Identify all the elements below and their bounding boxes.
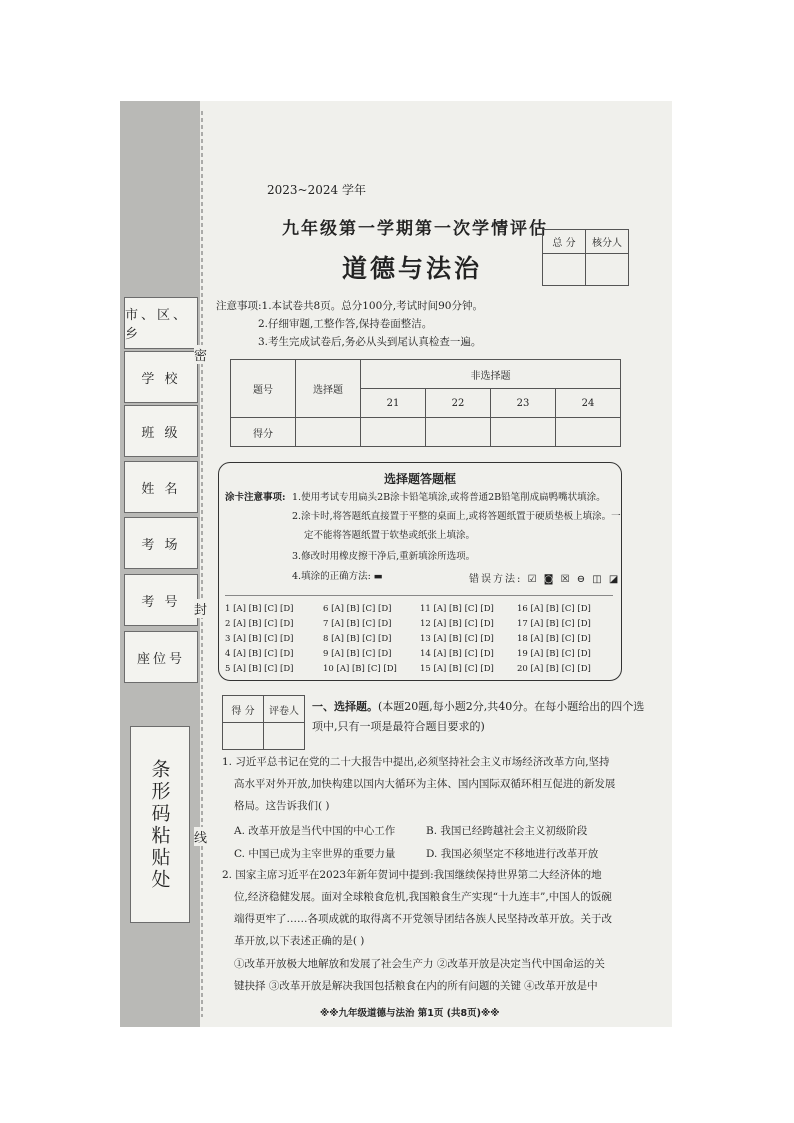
bubble-column-2 [323, 602, 420, 677]
q1-stem-line-1: 1. 习近平总书记在党的二十大报告中提出,必须坚持社会主义市场经济改革方向,坚持 [222, 756, 610, 768]
q2-stem-line-1: 2. 国家主席习近平在2023年新年贺词中提到:我国继续保持世界第二大经济体的地 [222, 869, 602, 881]
fill-note-4 [292, 570, 383, 584]
seal-line [200, 101, 210, 1027]
fill-note-1: 1.使用考试专用扁头2B涂卡铅笔填涂,或将普通2B铅笔削成扁鸭嘴状填涂。 [292, 492, 606, 503]
exam-photo [120, 101, 672, 1027]
field-class [124, 405, 198, 457]
grade-score-cell [556, 418, 621, 447]
bubble-row[interactable]: 14 [A] [B] [C] [D] [420, 649, 494, 659]
binding-strip [120, 101, 200, 1027]
q1-stem-line-3: 格局。这告诉我们( ) [234, 800, 330, 812]
seal-char-mi: 密 [194, 345, 207, 364]
bubble-row[interactable]: 17 [A] [B] [C] [D] [517, 619, 591, 629]
page-title: 道德与法治 [342, 254, 483, 283]
fill-note-2: 2.涂卡时,将答题纸直接置于平整的桌面上,或将答题纸置于硬质垫板上填涂。一 [292, 511, 621, 522]
grade-row-label: 题号 [231, 360, 296, 418]
bubble-column-4 [517, 602, 614, 677]
seal-char-xian: 线 [194, 827, 207, 846]
note-line-1: 注意事项:1.本试卷共8页。总分100分,考试时间90分钟。 [216, 300, 483, 312]
q2-options-line-2: 键抉择 ③改革开放是解决我国包括粮食在内的所有问题的关键 ④改革开放是中 [234, 980, 598, 992]
bubble-row[interactable]: 19 [A] [B] [C] [D] [517, 649, 591, 659]
section-one-title: 一、选择题。 [312, 700, 378, 713]
field-name [124, 461, 198, 513]
barcode-label: 条形码粘贴处 [148, 758, 171, 891]
exam-paper [194, 101, 672, 1027]
grade-score-cell [491, 418, 556, 447]
field-exam-number-label: 考 号 [141, 594, 181, 610]
field-district-label: 市、区、乡 [125, 308, 190, 342]
scorer-cell [586, 254, 629, 286]
wrong-marks [469, 570, 620, 585]
answer-box-title: 选择题答题框 [383, 472, 456, 486]
q2-stem-line-4: 革开放,以下表述正确的是( ) [234, 935, 365, 947]
bubble-row[interactable]: 5 [A] [B] [C] [D] [225, 664, 294, 674]
mark-reviewer-cell [264, 723, 305, 750]
q1-stem-line-2: 高水平对外开放,加快构建以国内大循环为主体、国内国际双循环相互促进的新发展 [234, 778, 616, 790]
grade-score-cell [426, 418, 491, 447]
bubble-row[interactable]: 6 [A] [B] [C] [D] [323, 604, 392, 614]
grade-number: 21 [361, 389, 426, 418]
bubble-row[interactable]: 10 [A] [B] [C] [D] [323, 664, 397, 674]
bubble-row[interactable]: 9 [A] [B] [C] [D] [323, 649, 392, 659]
bubble-row[interactable]: 13 [A] [B] [C] [D] [420, 634, 494, 644]
field-exam-number [124, 574, 198, 626]
field-seat-number [124, 631, 198, 683]
field-seat-number-label: 座位号 [136, 651, 185, 667]
bubble-row[interactable]: 1 [A] [B] [C] [D] [225, 604, 294, 614]
page-footer: ※※九年级道德与法治 第1页 (共8页)※※ [320, 1008, 500, 1019]
q2-stem-line-3: 端得更牢了……各项成就的取得离不开党领导团结各族人民坚持改革开放。关于改 [234, 913, 612, 925]
q2-stem-line-2: 位,经济稳健发展。面对全球粮食危机,我国粮食生产实现“十九连丰”,中国人的饭碗 [234, 891, 612, 903]
bubble-row[interactable]: 2 [A] [B] [C] [D] [225, 619, 294, 629]
q1-option-c: C. 中国已成为主宰世界的重要力量 [234, 848, 396, 860]
scorer-label: 核分人 [586, 230, 629, 254]
bubble-row[interactable]: 11 [A] [B] [C] [D] [420, 604, 494, 614]
section-mark-box [222, 695, 305, 750]
bubble-row[interactable]: 12 [A] [B] [C] [D] [420, 619, 494, 629]
field-school-label: 学 校 [141, 371, 181, 387]
mark-reviewer-label: 评卷人 [264, 696, 305, 723]
bubble-grid [225, 595, 613, 674]
fill-note-3: 3.修改时用橡皮擦干净后,重新填涂所选项。 [292, 551, 476, 562]
exam-notes [216, 297, 483, 351]
field-school [124, 351, 198, 403]
grade-non-mc-label: 非选择题 [361, 360, 621, 389]
total-score-label: 总 分 [543, 230, 586, 254]
q1-option-d: D. 我国必须坚定不移地进行改革开放 [426, 848, 599, 860]
grade-number: 22 [426, 389, 491, 418]
q1-option-a: A. 改革开放是当代中国的中心工作 [234, 825, 396, 837]
grade-score-cell [296, 418, 361, 447]
field-name-label: 姓 名 [141, 481, 181, 497]
note-line-2: 2.仔细审题,工整作答,保持卷面整洁。 [258, 318, 433, 330]
exam-subtitle: 九年级第一学期第一次学情评估 [282, 219, 548, 239]
bubble-row[interactable]: 15 [A] [B] [C] [D] [420, 664, 494, 674]
field-district [124, 297, 198, 349]
field-class-label: 班 级 [141, 425, 181, 441]
total-score-box [542, 229, 629, 286]
fill-note-2b: 定不能将答题纸置于软垫或纸张上填涂。 [304, 530, 476, 541]
bubble-row[interactable]: 16 [A] [B] [C] [D] [517, 604, 591, 614]
grade-number: 23 [491, 389, 556, 418]
bubble-column-3 [420, 602, 517, 677]
fill-notes-label: 涂卡注意事项: [225, 492, 286, 503]
total-score-cell [543, 254, 586, 286]
grade-score-label: 得分 [231, 418, 296, 447]
field-exam-room-label: 考 场 [141, 537, 181, 553]
q1-option-b: B. 我国已经跨越社会主义初级阶段 [426, 825, 588, 837]
bubble-row[interactable]: 3 [A] [B] [C] [D] [225, 634, 294, 644]
bubble-row[interactable]: 7 [A] [B] [C] [D] [323, 619, 392, 629]
bubble-row[interactable]: 4 [A] [B] [C] [D] [225, 649, 294, 659]
section-one-heading [312, 697, 652, 737]
school-year: 2023~2024 学年 [267, 183, 366, 197]
grade-score-cell [361, 418, 426, 447]
grade-mc-label: 选择题 [296, 360, 361, 418]
barcode-area [130, 726, 190, 923]
answer-box [218, 462, 622, 681]
field-exam-room [124, 517, 198, 569]
bubble-row[interactable]: 18 [A] [B] [C] [D] [517, 634, 591, 644]
mark-score-label: 得 分 [223, 696, 264, 723]
bubble-column-1 [225, 602, 322, 677]
section-one-text: (本题20题,每小题2分,共40分。在每小题给出的四个选项中,只有一项是最符合题目要求的) [312, 700, 645, 733]
note-line-3: 3.考生完成试卷后,务必从头到尾认真检查一遍。 [258, 336, 482, 348]
fill-note-4-text: 4.填涂的正确方法: [292, 571, 371, 582]
wrong-label: 错误方法: [469, 574, 523, 585]
bubble-row[interactable]: 20 [A] [B] [C] [D] [517, 664, 591, 674]
correct-mark-icon: ▬ [373, 571, 383, 582]
wrong-marks-icon: ☑ ◙ ☒ ⊖ ◫ ◪ [527, 574, 621, 585]
mark-score-cell [223, 723, 264, 750]
grade-number: 24 [556, 389, 621, 418]
bubble-row[interactable]: 8 [A] [B] [C] [D] [323, 634, 392, 644]
grade-table [230, 359, 621, 447]
q2-options-line-1: ①改革开放极大地解放和发展了社会生产力 ②改革开放是决定当代中国命运的关 [234, 958, 605, 970]
seal-char-feng: 封 [194, 599, 207, 618]
